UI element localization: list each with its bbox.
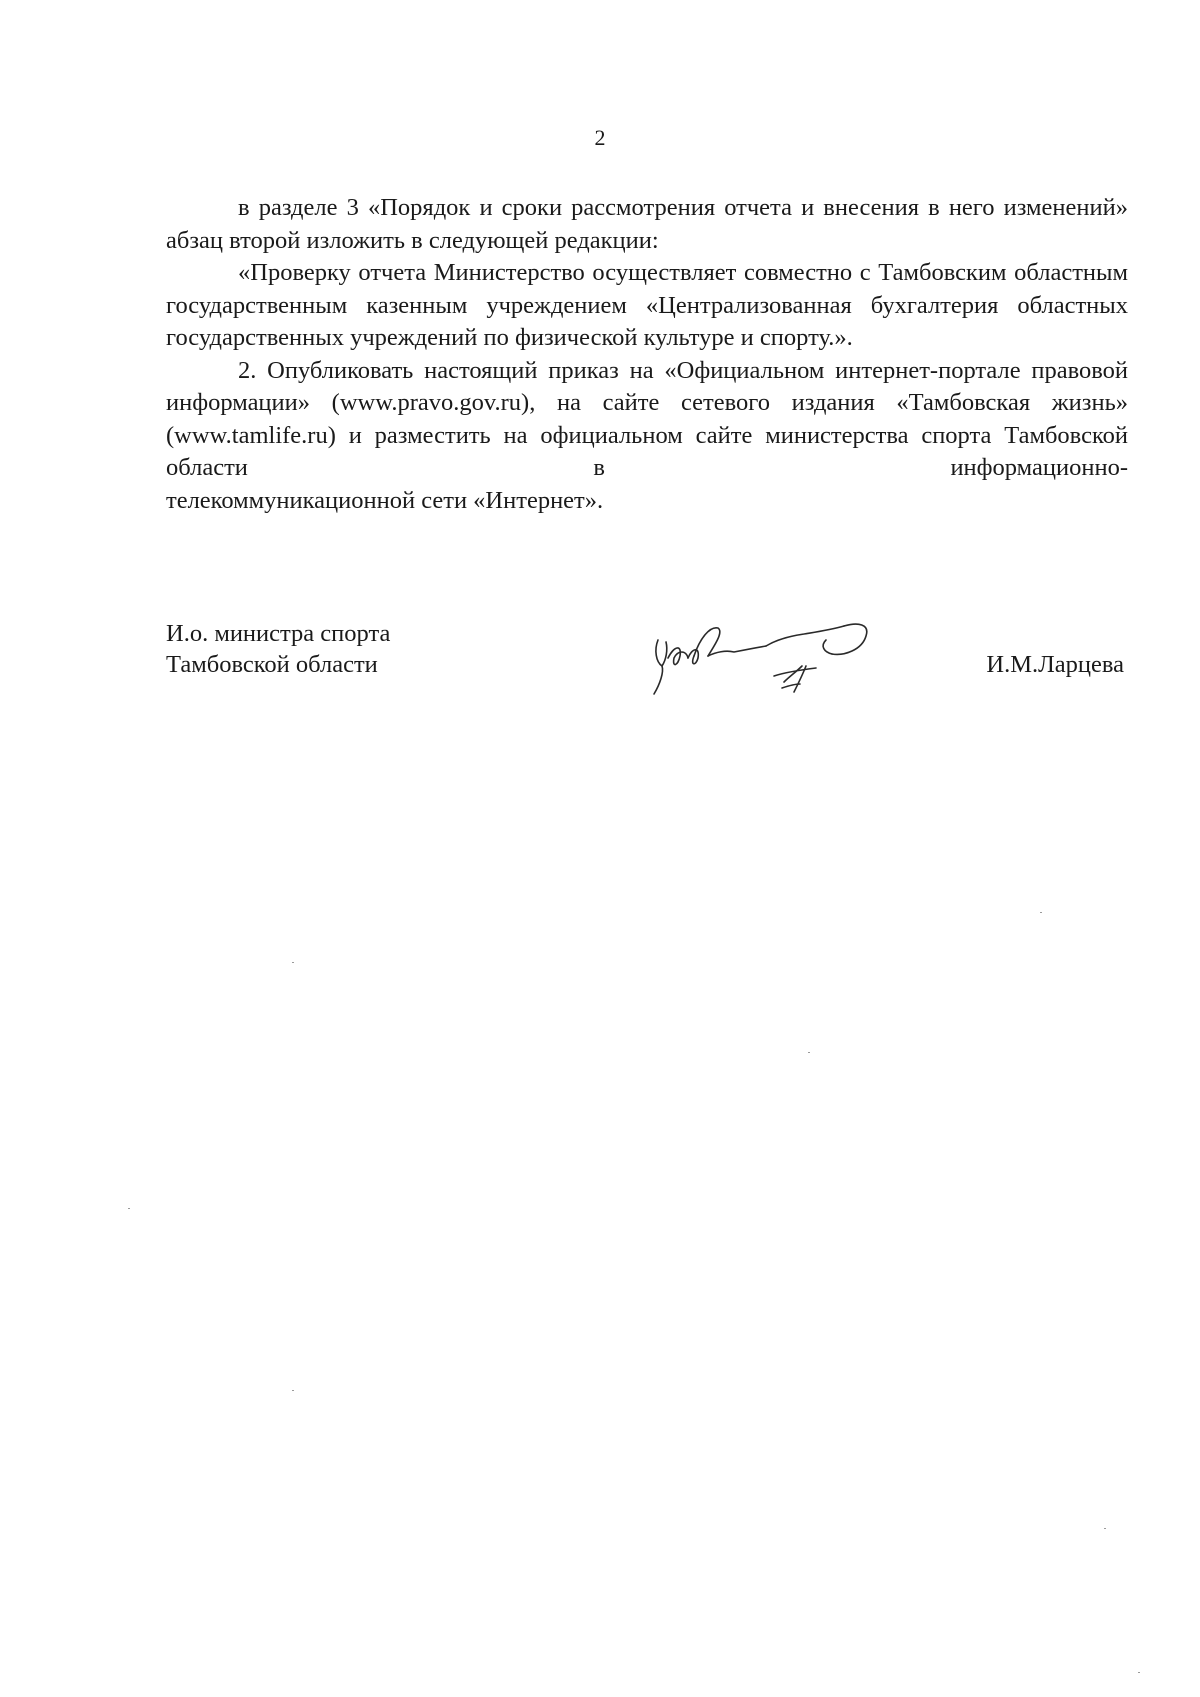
signer-title-line-2: Тамбовской области bbox=[166, 651, 378, 678]
signature-block bbox=[166, 618, 1128, 728]
page-number: 2 bbox=[594, 125, 606, 150]
signer-name: И.М.Ларцева bbox=[986, 651, 1124, 678]
scan-speck bbox=[808, 1052, 810, 1053]
scan-speck bbox=[1040, 912, 1042, 913]
paragraph-publication-order: 2. Опубликовать настоящий приказ на «Официальном интернет-портале правовой информации» (www.pravo.gov.ru), на сайте сетевого издания «Тамбовская жизнь» (www.tamlife.ru) и разместить на официальном сайте министерства спорта Тамбовской области в информационно- bbox=[166, 356, 1128, 481]
document-body bbox=[166, 192, 1128, 517]
paragraph-section-3-amendment: в разделе 3 «Порядок и сроки рассмотрения отчета и внесения в него изменений» абзац второй изложить в следующей редакции: bbox=[166, 194, 1128, 254]
paragraph-quoted-text: «Проверку отчета Министерство осуществляет совместно с Тамбовским областным государственным казенным учреждением «Централизованная бухгалтерия областных государственных учреждений по физической культуре и спорту.». bbox=[166, 259, 1128, 351]
scan-speck bbox=[1104, 1528, 1106, 1529]
paragraph-publication-order-end: телекоммуникационной сети «Интернет». bbox=[166, 486, 604, 514]
handwritten-signature-icon bbox=[644, 610, 884, 710]
scan-speck bbox=[128, 1208, 130, 1209]
signer-title bbox=[166, 618, 390, 680]
scan-speck bbox=[292, 1390, 294, 1391]
scan-speck bbox=[1138, 1672, 1140, 1673]
scan-speck bbox=[292, 962, 294, 963]
signer-title-line-1: И.о. министра спорта bbox=[166, 620, 391, 647]
